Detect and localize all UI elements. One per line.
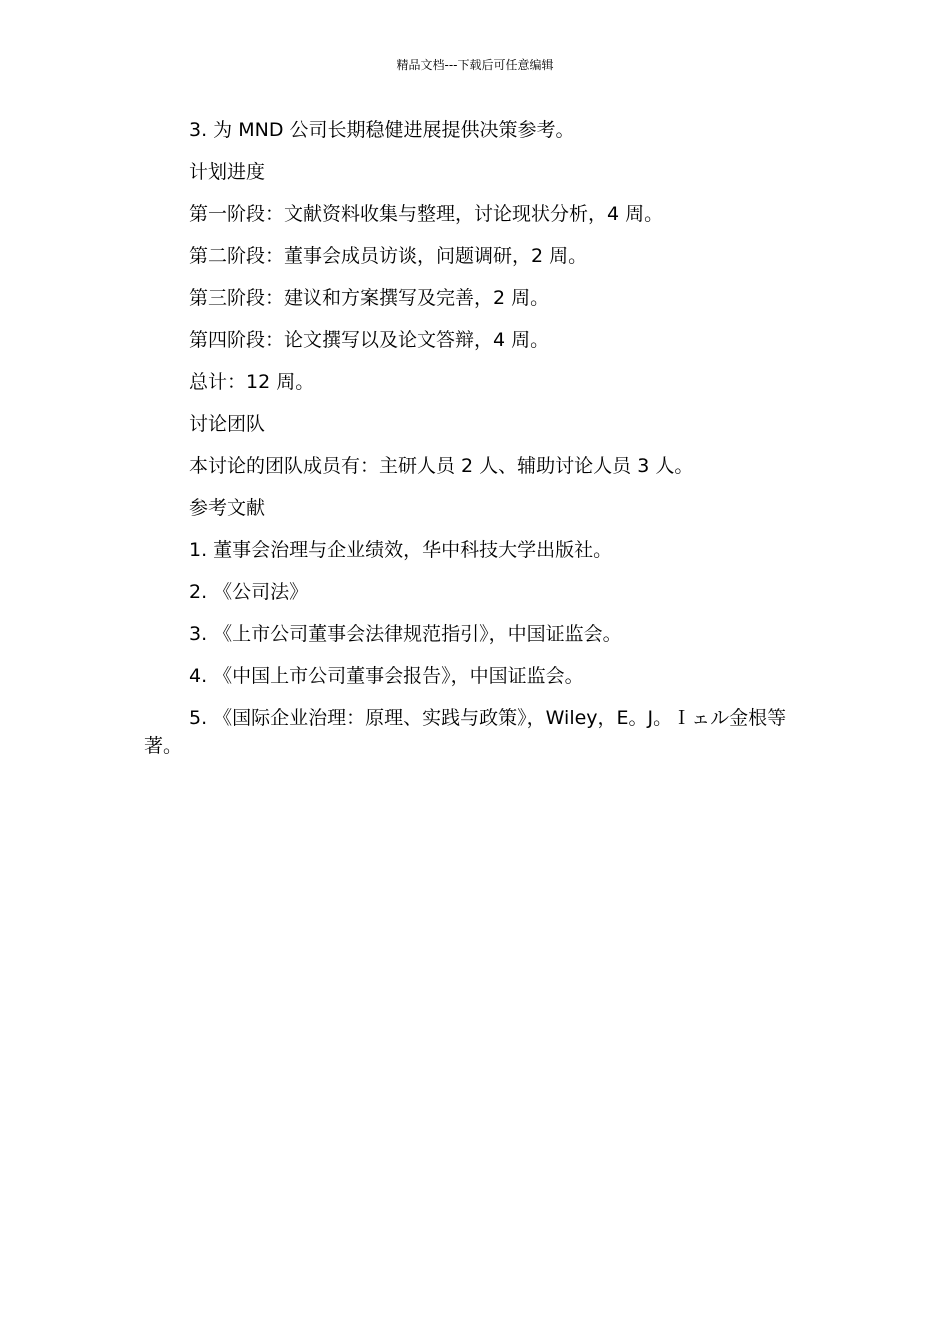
schedule-phase-3: 第三阶段：建议和方案撰写及完善，2 周。 bbox=[189, 287, 550, 309]
schedule-total: 总计：12 周。 bbox=[189, 371, 315, 393]
section-heading-team: 讨论团队 bbox=[189, 413, 266, 435]
section-heading-schedule: 计划进度 bbox=[189, 161, 266, 183]
schedule-phase-1: 第一阶段：文献资料收集与整理，讨论现状分析，4 周。 bbox=[189, 203, 664, 225]
document-body bbox=[144, 116, 804, 774]
schedule-phase-2: 第二阶段：董事会成员访谈，问题调研，2 周。 bbox=[189, 245, 588, 267]
reference-item-5: 5. 《国际企业治理：原理、实践与政策》，Wiley，E。J。Ｉェル金根等著。 bbox=[144, 707, 787, 757]
team-description: 本讨论的团队成员有：主研人员 2 人、辅助讨论人员 3 人。 bbox=[189, 455, 694, 477]
reference-item-3: 3. 《上市公司董事会法律规范指引》，中国证监会。 bbox=[189, 623, 622, 645]
page-header: 精品文档---下载后可任意编辑 bbox=[396, 58, 554, 72]
reference-item-2: 2. 《公司法》 bbox=[189, 581, 309, 603]
schedule-phase-4: 第四阶段：论文撰写以及论文答辩，4 周。 bbox=[189, 329, 550, 351]
reference-item-4: 4. 《中国上市公司董事会报告》，中国证监会。 bbox=[189, 665, 584, 687]
reference-item-1: 1. 董事会治理与企业绩效，华中科技大学出版社。 bbox=[189, 539, 613, 561]
section-heading-references: 参考文献 bbox=[189, 497, 266, 519]
goal-item-3: 3. 为 MND 公司长期稳健进展提供决策参考。 bbox=[189, 119, 575, 141]
